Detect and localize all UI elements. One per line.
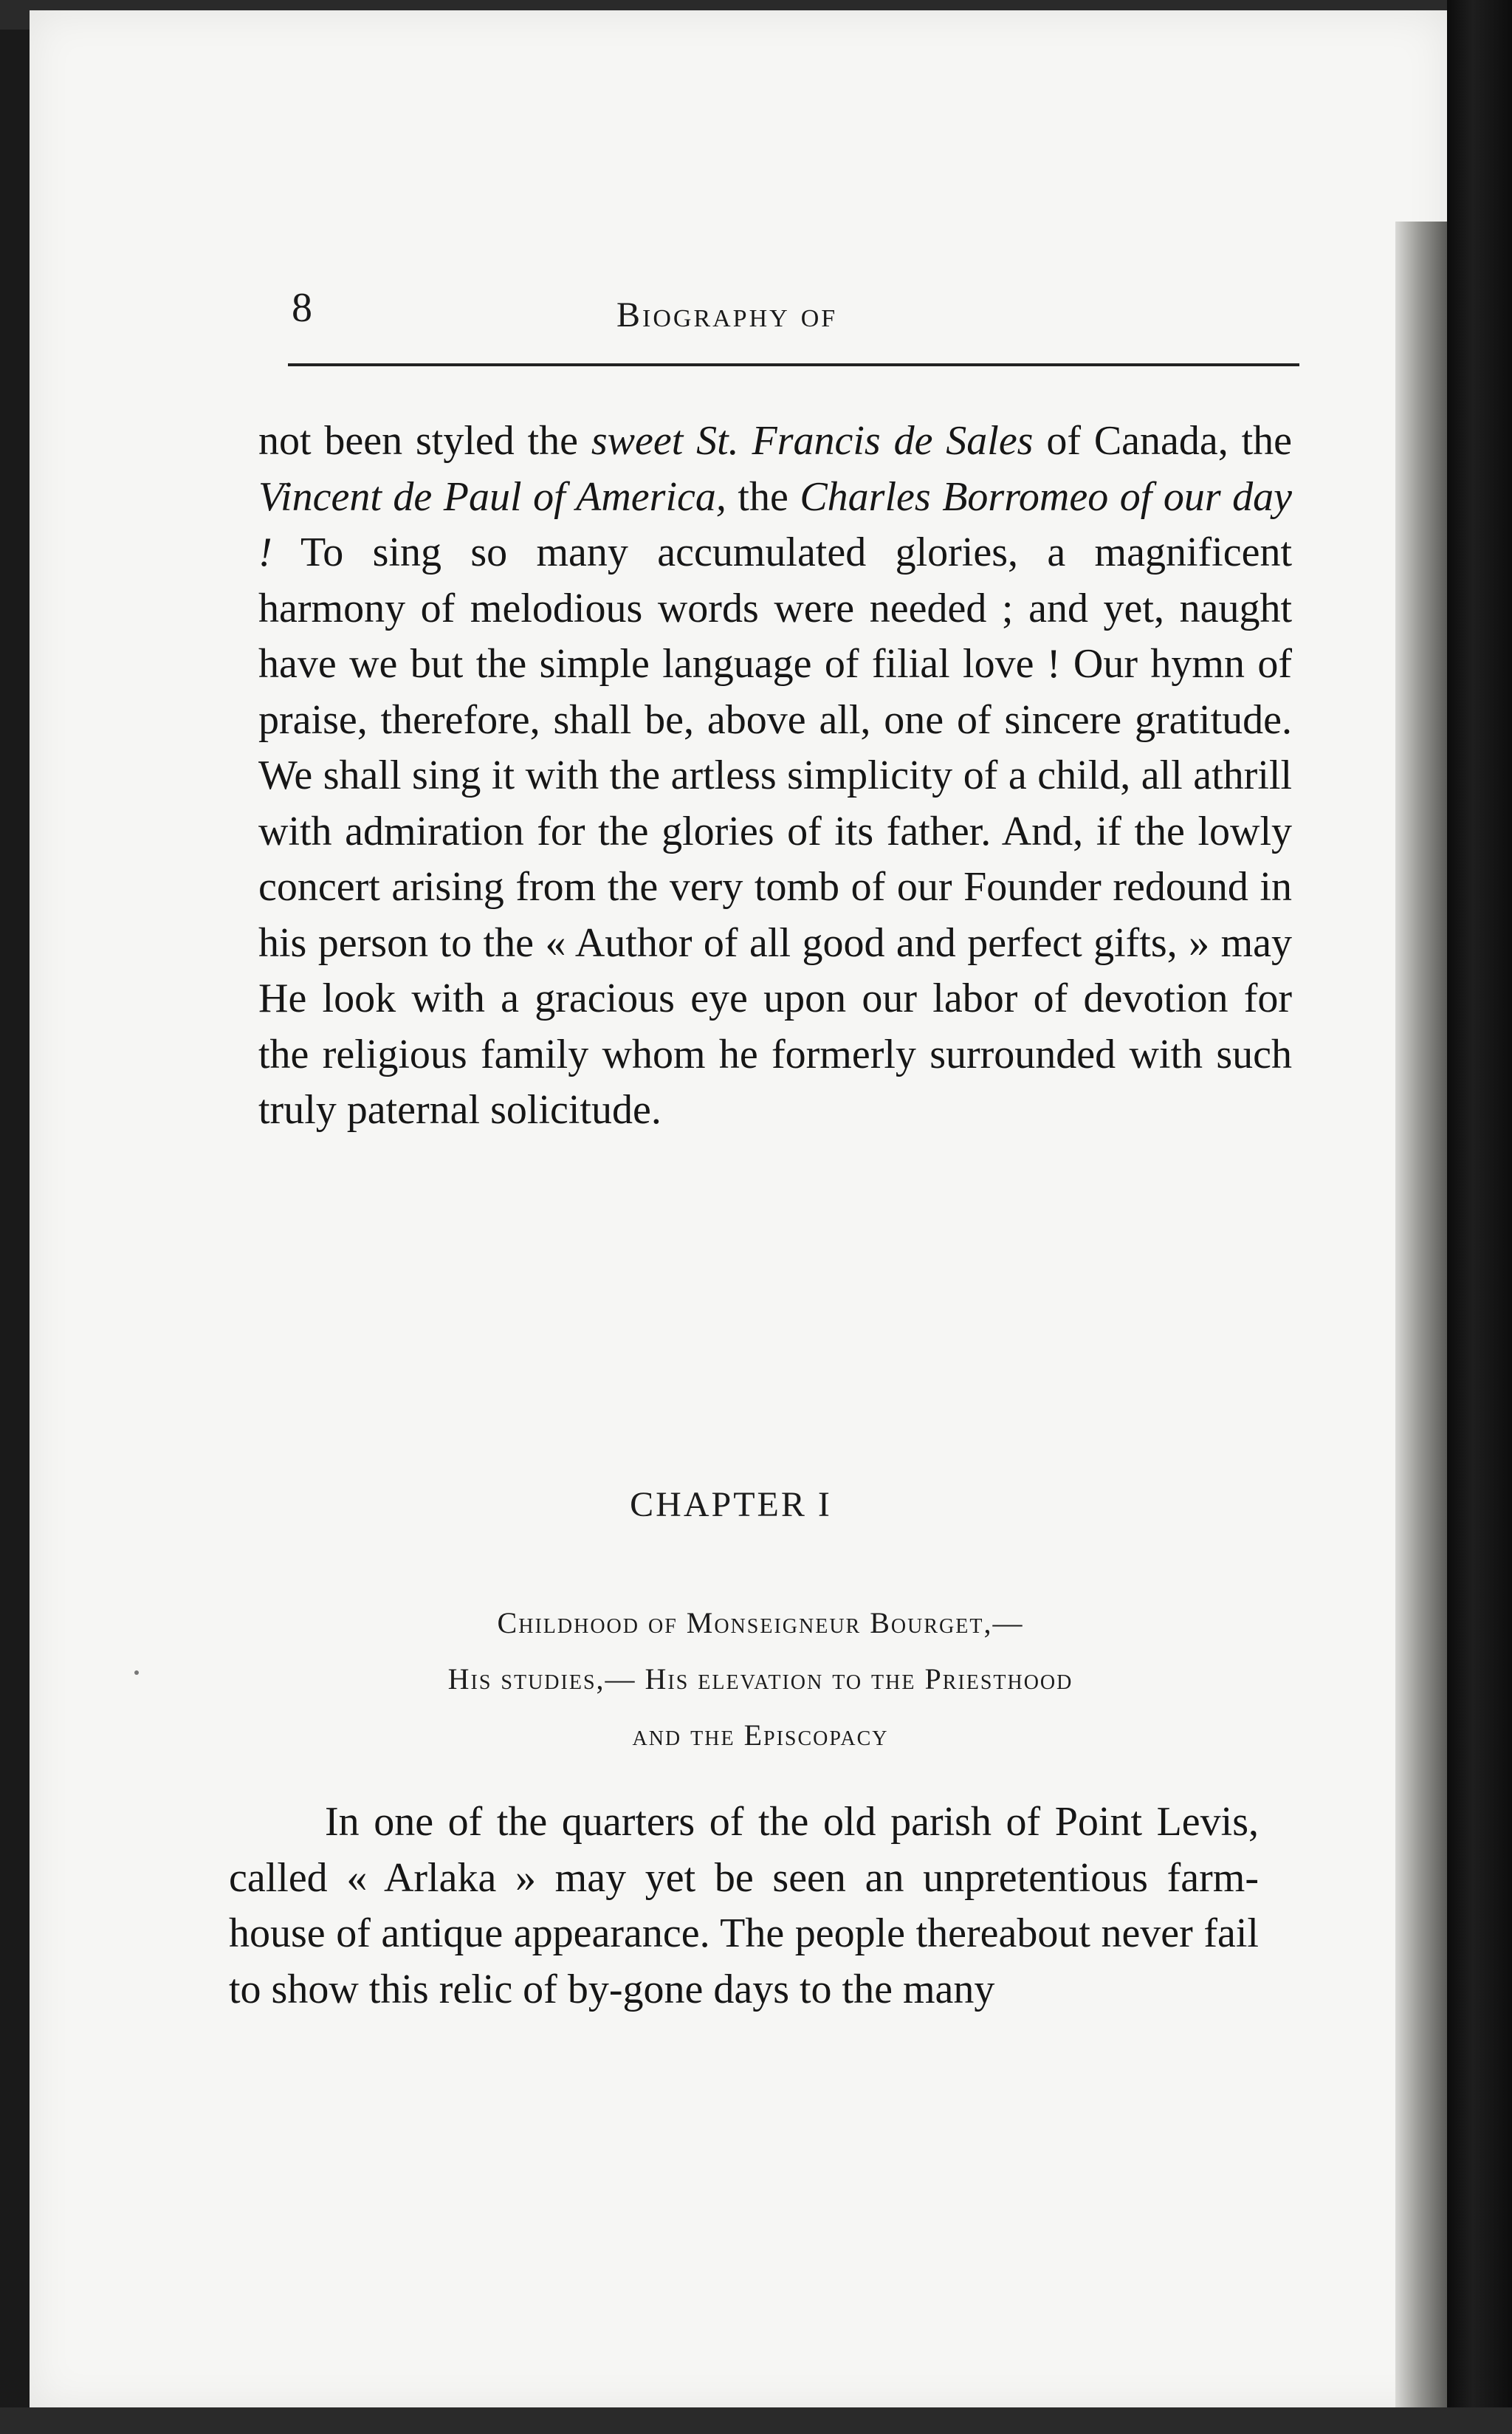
scan-speck <box>134 1670 139 1675</box>
chapter-opening-paragraph: In one of the quarters of the old parish of Point Levis, called « Arlaka » may yet be seen an unpretentious farm-house of antique appearance. The people thereabout never fail to show this relic of by-gone days to the many <box>229 1799 1259 2012</box>
page-number: 8 <box>292 285 312 331</box>
book-page <box>30 10 1447 2410</box>
running-head <box>292 284 1310 351</box>
text-run: of Canada, the <box>1033 418 1293 464</box>
italic-run: Charles Borromeo of our day ! <box>258 473 1292 575</box>
text-run: not been styled the <box>258 418 591 464</box>
page-edge-shadow <box>1395 222 1447 2407</box>
italic-run: Vincent de Paul of America, <box>258 473 726 520</box>
chapter-heading: CHAPTER I <box>630 1485 832 1524</box>
body-text-bottom <box>229 1794 1259 2018</box>
header-rule <box>288 363 1299 366</box>
paragraph-continued <box>258 414 1292 1139</box>
text-run: the <box>726 473 800 520</box>
summary-line: and the Episcopacy <box>632 1718 889 1752</box>
summary-line: Childhood of Monseigneur Bourget,— <box>497 1606 1024 1639</box>
summary-line: His studies,— His elevation to the Priesthood <box>447 1662 1073 1696</box>
italic-run: sweet St. Francis de Sales <box>591 418 1034 464</box>
scan-bottom-edge <box>0 2407 1512 2434</box>
text-run: To sing so many accumulated glories, a magnificent harmony of melodious words were needed ; and yet, naught have we but the simple language of filial love ! Our hymn of praise, therefore, shall be, above all, one of sincere gratitude. We shall sing it with the artless simplicity of a child, all athrill with admiration for the glories of its father. And, if the lowly concert arising from the very tomb of our Founder redound in his person to the « Author of all good and perfect gifts, » may He look with a gracious eye upon our labor of devotion for the religious family whom he formerly surrounded with such truly paternal solicitude. <box>258 529 1292 1133</box>
running-title: Biography of <box>616 295 838 335</box>
body-text-top <box>258 414 1292 1139</box>
chapter-summary <box>236 1595 1285 1763</box>
scan-right-border <box>1447 0 1512 2434</box>
